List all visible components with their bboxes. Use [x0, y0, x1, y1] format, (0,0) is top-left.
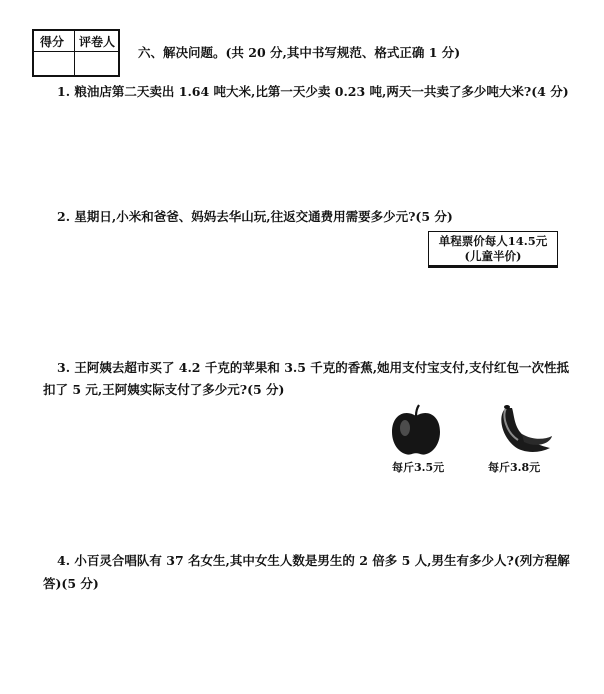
- ticket-price-line: 单程票价每人14.5元: [438, 234, 548, 248]
- question-4-line-1: 4. 小百灵合唱队有 37 名女生,其中女生人数是男生的 2 倍多 5 人,男生有多少人?(列方程解: [57, 553, 570, 568]
- score-table: [32, 29, 120, 77]
- question-3-line-1: 3. 王阿姨去超市买了 4.2 千克的苹果和 3.5 千克的香蕉,她用支付宝支付,支付红包一次性抵: [57, 360, 570, 375]
- question-3-line-2: 扣了 5 元,王阿姨实际支付了多少元?(5 分): [43, 382, 285, 397]
- question-1: 1. 粮油店第二天卖出 1.64 吨大米,比第一天少卖 0.23 吨,两天一共卖了多少吨大米?(4 分): [57, 84, 569, 99]
- ticket-price-box: [428, 231, 558, 268]
- apple-icon: [388, 404, 444, 458]
- section-title: 六、解决问题。(共 20 分,其中书写规范、格式正确 1 分): [138, 45, 461, 60]
- banana-price: 每斤3.8元: [488, 461, 541, 474]
- ticket-child-line: (儿童半价): [464, 249, 522, 263]
- question-4-line-2: 答)(5 分): [43, 576, 99, 591]
- grader-header: 评卷人: [79, 35, 116, 49]
- table-divider-vertical: [74, 31, 75, 75]
- question-2: 2. 星期日,小米和爸爸、妈妈去华山玩,往返交通费用需要多少元?(5 分): [57, 209, 453, 224]
- banana-icon: [492, 404, 554, 458]
- table-divider-horizontal: [34, 51, 118, 52]
- apple-price: 每斤3.5元: [392, 461, 445, 474]
- score-header: 得分: [40, 35, 65, 49]
